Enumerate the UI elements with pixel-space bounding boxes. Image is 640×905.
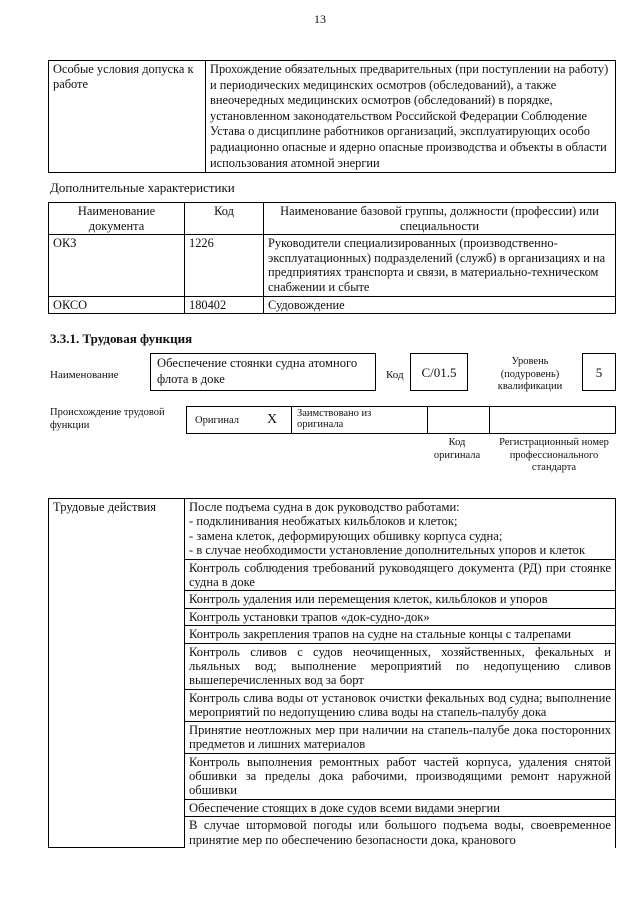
row-okz-name: Руководители специализированных (производственно-эксплуатационных) подразделений (служб) в организациях и на предприятиях транспорта и связи, в материально-техническом снабжении и сбыте <box>264 235 616 296</box>
section-title: 3.3.1. Трудовая функция <box>50 331 193 346</box>
actions-label: Трудовые действия <box>49 499 185 848</box>
action-item: Контроль сливов с судов неочищенных, хозяйственных, фекальных и льяльных вод; выполнение мероприятий по недопущению сливов вышеперечисленных вод за борт <box>185 643 616 689</box>
action-item: После подъема судна в док руководство работами: - подклинивания необжатых кильблоков и клеток; - замена клеток, деформирующих обшивку корпуса судна; - в случае необходимости установление дополнительных упоров и клеток <box>185 499 616 560</box>
original-label: Оригинал <box>195 415 239 426</box>
action-item: Контроль выполнения ремонтных работ частей корпуса, удаления снятой обшивки за пределы дока рабочими, производящими ремонт наружной обшивки <box>185 753 616 799</box>
code-label: Код <box>386 369 404 381</box>
additional-table <box>48 202 616 314</box>
level-value: 5 <box>582 353 616 391</box>
action-item: Контроль установки трапов «док-судно-док» <box>185 608 616 625</box>
row-okso-doc: ОКСО <box>49 296 185 314</box>
row-okso-code: 180402 <box>185 296 264 314</box>
action-item: Обеспечение стоящих в доке судов всеми видами энергии <box>185 799 616 816</box>
special-conditions-label: Особые условия допуска к работе <box>49 61 206 173</box>
action-item: Контроль закрепления трапов на судне на стальные концы с талрепами <box>185 626 616 643</box>
origin-label: Происхождение трудовой функции <box>50 407 165 431</box>
divider <box>291 407 292 433</box>
header-doc: Наименование документа <box>49 203 185 235</box>
function-code: С/01.5 <box>410 353 468 391</box>
header-name: Наименование базовой группы, должности (профессии) или специальности <box>264 203 616 235</box>
origin-code-caption: Код оригинала <box>433 437 481 461</box>
action-item: Контроль соблюдения требований руководящего документа (РД) при стоянке судна в доке <box>185 559 616 591</box>
page-number: 13 <box>314 12 326 26</box>
header-code: Код <box>185 203 264 235</box>
actions-table <box>48 498 616 848</box>
borrowed-label: Заимствовано из оригинала <box>297 408 372 430</box>
reg-number-caption: Регистрационный номер профессионального стандарта <box>499 437 609 473</box>
divider <box>427 407 428 433</box>
special-conditions-text: Прохождение обязательных предварительных (при поступлении на работу) и периодических медицинских осмотров (обследований), а также внеочередных медицинских осмотров (обследований) в порядке, установленном законодательством Российской Федерации Соблюдение Устава о дисциплине работников организаций, эксплуатирующих особо радиационно опасные и ядерно опасные производства и объекты в области использования атомной энергии <box>206 61 616 173</box>
action-item: В случае штормовой погоды или большого подъема воды, своевременное принятие мер по обеспечению безопасности дока, кранового <box>185 817 616 848</box>
row-okso-name: Судовождение <box>264 296 616 314</box>
additional-title: Дополнительные характеристики <box>50 180 235 195</box>
origin-row <box>186 406 616 434</box>
row-okz-code: 1226 <box>185 235 264 296</box>
divider <box>489 407 490 433</box>
action-item: Контроль удаления или перемещения клеток, кильблоков и упоров <box>185 591 616 608</box>
level-label: Уровень (подуровень) квалификации <box>497 356 563 392</box>
special-conditions-table <box>48 60 616 173</box>
original-mark: X <box>267 412 278 427</box>
name-label: Наименование <box>50 369 119 381</box>
action-item: Принятие неотложных мер при наличии на стапель-палубе дока посторонних предметов и лишних материалов <box>185 721 616 753</box>
row-okz-doc: ОКЗ <box>49 235 185 296</box>
action-item: Контроль слива воды от установок очистки фекальных вод судна; выполнение мероприятий по недопущению слива воды на стапель-палубу дока <box>185 689 616 721</box>
function-name: Обеспечение стоянки судна атомного флота в доке <box>150 353 376 391</box>
